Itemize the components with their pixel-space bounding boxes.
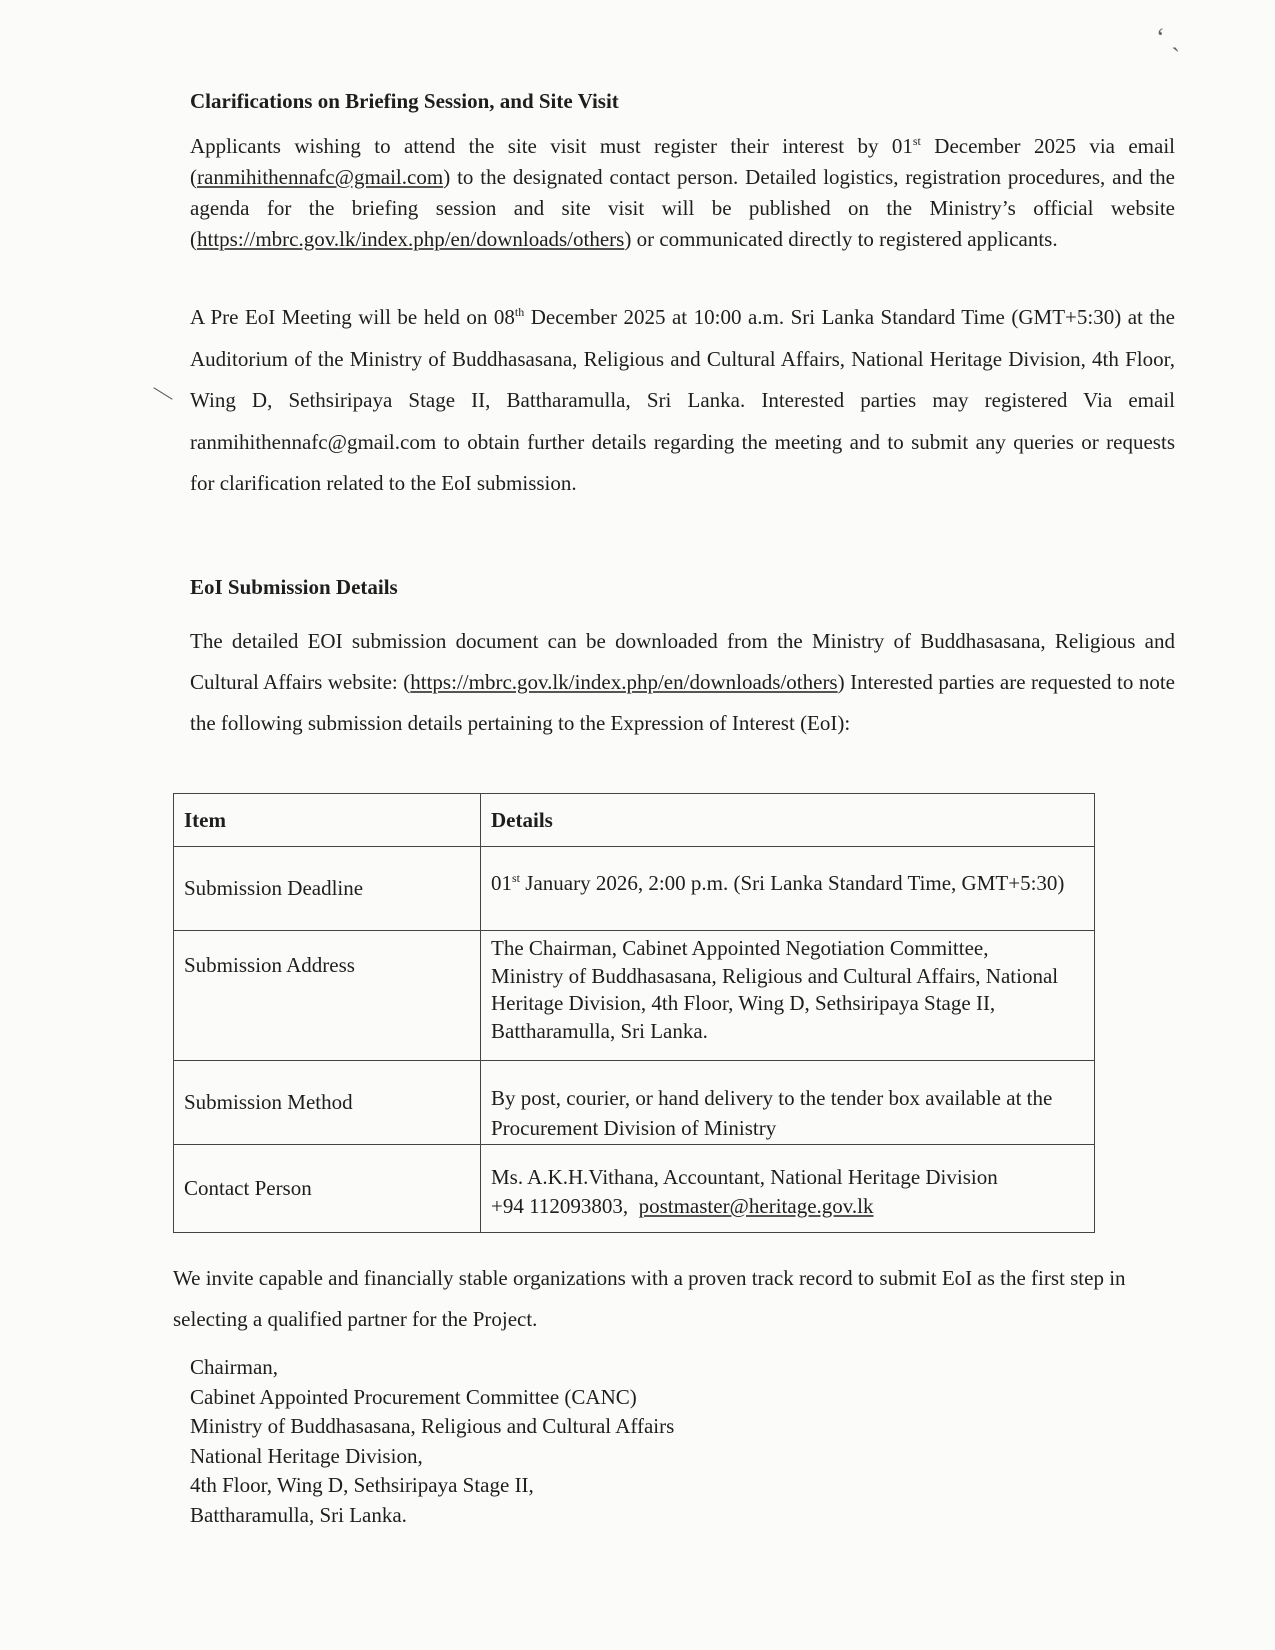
row-details: By post, courier, or hand delivery to the tender box available at the Procurement Division of Ministry (481, 1061, 1095, 1145)
row-item: Submission Address (174, 931, 481, 1061)
signature-line: Ministry of Buddhasasana, Religious and Cultural Affairs (190, 1414, 675, 1438)
signature-line: 4th Floor, Wing D, Sethsiripaya Stage II, (190, 1473, 534, 1497)
table-row (174, 847, 1095, 931)
submission-details-table (173, 793, 1095, 1233)
closing-paragraph: We invite capable and financially stable organizations with a proven track record to submit EoI as the first step in selecting a qualified partner for the Project. (173, 1266, 1126, 1331)
scan-margin-marks: ʻ ˎ (1156, 23, 1180, 52)
contact-email-link[interactable]: ranmihithennafc@gmail.com (197, 165, 444, 189)
table-row (174, 1145, 1095, 1233)
section-submission (190, 575, 1175, 600)
briefing-paragraph-1: Applicants wishing to attend the site visit must register their interest by 01st December 2025 via email (ranmihithennafc@gmail.com) to the designated contact person. Detailed logistics, registration procedures, and the agenda for the briefing session and site visit will be published on the Ministry’s official website (https://mbrc.gov.lk/index.php/en/downloads/others) or communicated directly to registered applicants. (190, 134, 1176, 251)
signature-line: Cabinet Appointed Procurement Committee (CANC) (190, 1384, 637, 1409)
section-heading: Clarifications on Briefing Session, and Site Visit (190, 89, 619, 113)
row-item: Submission Deadline (174, 847, 481, 931)
column-header-item: Item (174, 794, 481, 847)
contact-person-email-link[interactable]: postmaster@heritage.gov.lk (638, 1194, 874, 1218)
row-item: Submission Method (174, 1061, 481, 1145)
row-details: The Chairman, Cabinet Appointed Negotiation Committee, Ministry of Buddhasasana, Religious and Cultural Affairs, National Heritage Division, 4th Floor, Wing D, Sethsiripaya Stage II, Battharamulla, Sri Lanka. (481, 931, 1095, 1061)
section-heading: EoI Submission Details (190, 575, 398, 599)
table-row (174, 931, 1095, 1061)
row-details: 01st January 2026, 2:00 p.m. (Sri Lanka Standard Time, GMT+5:30) (481, 847, 1095, 931)
signature-block (190, 1353, 674, 1530)
submission-paragraph: The detailed EOI submission document can be downloaded from the Ministry of Buddhasasana, Religious and Cultural Affairs website: (https://mbrc.gov.lk/index.php/en/downloads/others) Interested parties are requested to note the following submission details pertaining to the Expression of Interest (EoI): (190, 629, 1175, 735)
pen-tick-mark (153, 387, 172, 400)
table-row (174, 1061, 1095, 1145)
row-item: Contact Person (174, 1145, 481, 1233)
row-details: Ms. A.K.H.Vithana, Accountant, National Heritage Division +94 112093803, postmaster@heritage.gov.lk (481, 1145, 1095, 1233)
table-header-row (174, 794, 1095, 847)
ministry-downloads-link[interactable]: https://mbrc.gov.lk/index.php/en/downloads/others (410, 670, 838, 694)
signature-line: National Heritage Division, (190, 1443, 423, 1468)
section-briefing (190, 89, 1175, 114)
briefing-paragraph-2: A Pre EoI Meeting will be held on 08th December 2025 at 10:00 a.m. Sri Lanka Standard Time (GMT+5:30) at the Auditorium of the Ministry of Buddhasasana, Religious and Cultural Affairs, National Heritage Division, 4th Floor, Wing D, Sethsiripaya Stage II, Battharamulla, Sri Lanka. Interested parties may registered Via email ranmihithennafc@gmail.com to obtain further details regarding the meeting and to submit any queries or requests for clarification related to the EoI submission. (190, 305, 1175, 495)
signature-line: Battharamulla, Sri Lanka. (190, 1502, 407, 1527)
signature-line: Chairman, (190, 1355, 279, 1379)
column-header-details: Details (481, 794, 1095, 847)
ministry-downloads-link[interactable]: https://mbrc.gov.lk/index.php/en/downloads/others (197, 227, 625, 251)
